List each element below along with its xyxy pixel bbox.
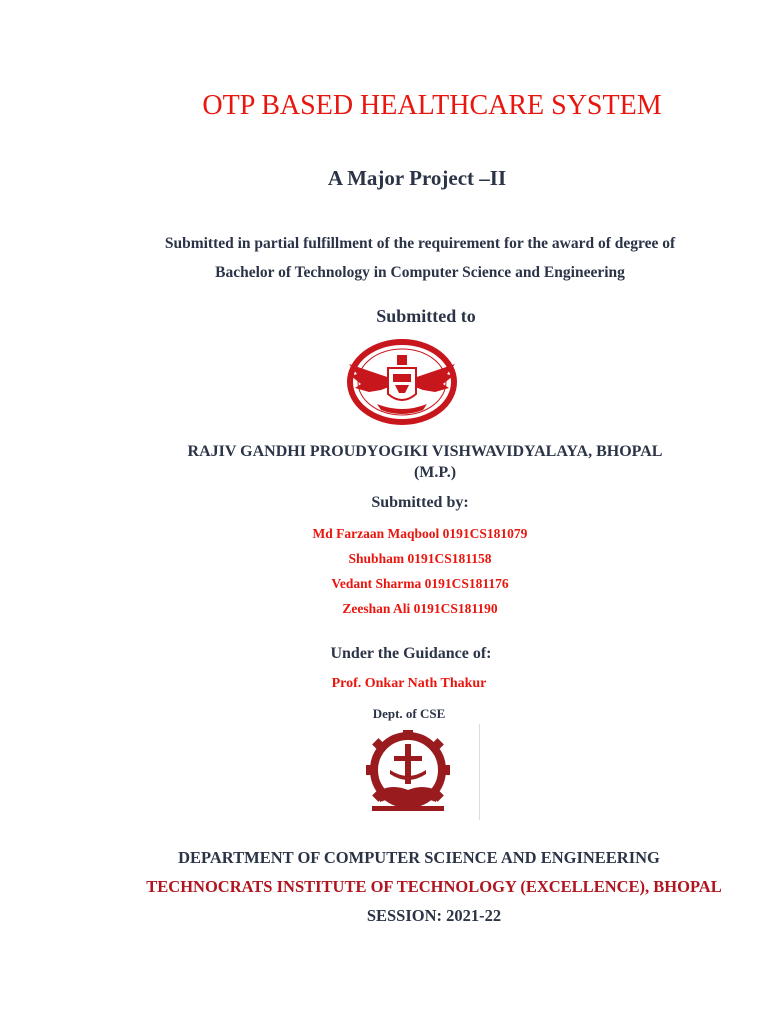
institute-name: TECHNOCRATS INSTITUTE OF TECHNOLOGY (EXCELLENCE), BHOPAL	[146, 877, 722, 896]
submitted-to-label: Submitted to	[376, 306, 476, 326]
university-state: (M.P.)	[413, 464, 457, 481]
university-name: RAJIV GANDHI PROUDYOGIKI VISHWAVIDYALAYA, BHOPAL	[187, 443, 663, 460]
rgpv-emblem-icon	[343, 338, 461, 426]
guidance-label: Under the Guidance of:	[330, 645, 492, 662]
project-subtitle: A Major Project –II	[327, 166, 507, 190]
student-entry: Md Farzaan Maqbool 0191CS181079	[312, 526, 528, 541]
guide-name: Prof. Onkar Nath Thakur	[331, 676, 487, 691]
student-entry: Shubham 0191CS181158	[348, 551, 492, 566]
department-name: DEPARTMENT OF COMPUTER SCIENCE AND ENGINEERING	[178, 848, 660, 867]
session-label: SESSION: 2021-22	[366, 906, 502, 925]
project-title: OTP BASED HEALTHCARE SYSTEM	[202, 90, 662, 121]
fulfillment-line-1: Submitted in partial fulfillment of the requirement for the award of degree of	[164, 235, 676, 252]
fulfillment-line-2: Bachelor of Technology in Computer Science and Engineering	[215, 264, 625, 281]
logo-divider	[479, 724, 480, 820]
guide-department: Dept. of CSE	[372, 706, 446, 721]
student-entry: Vedant Sharma 0191CS181176	[331, 576, 509, 591]
tit-gear-emblem-icon	[352, 730, 464, 816]
student-entry: Zeeshan Ali 0191CS181190	[342, 601, 498, 616]
submitted-by-label: Submitted by:	[371, 494, 469, 511]
